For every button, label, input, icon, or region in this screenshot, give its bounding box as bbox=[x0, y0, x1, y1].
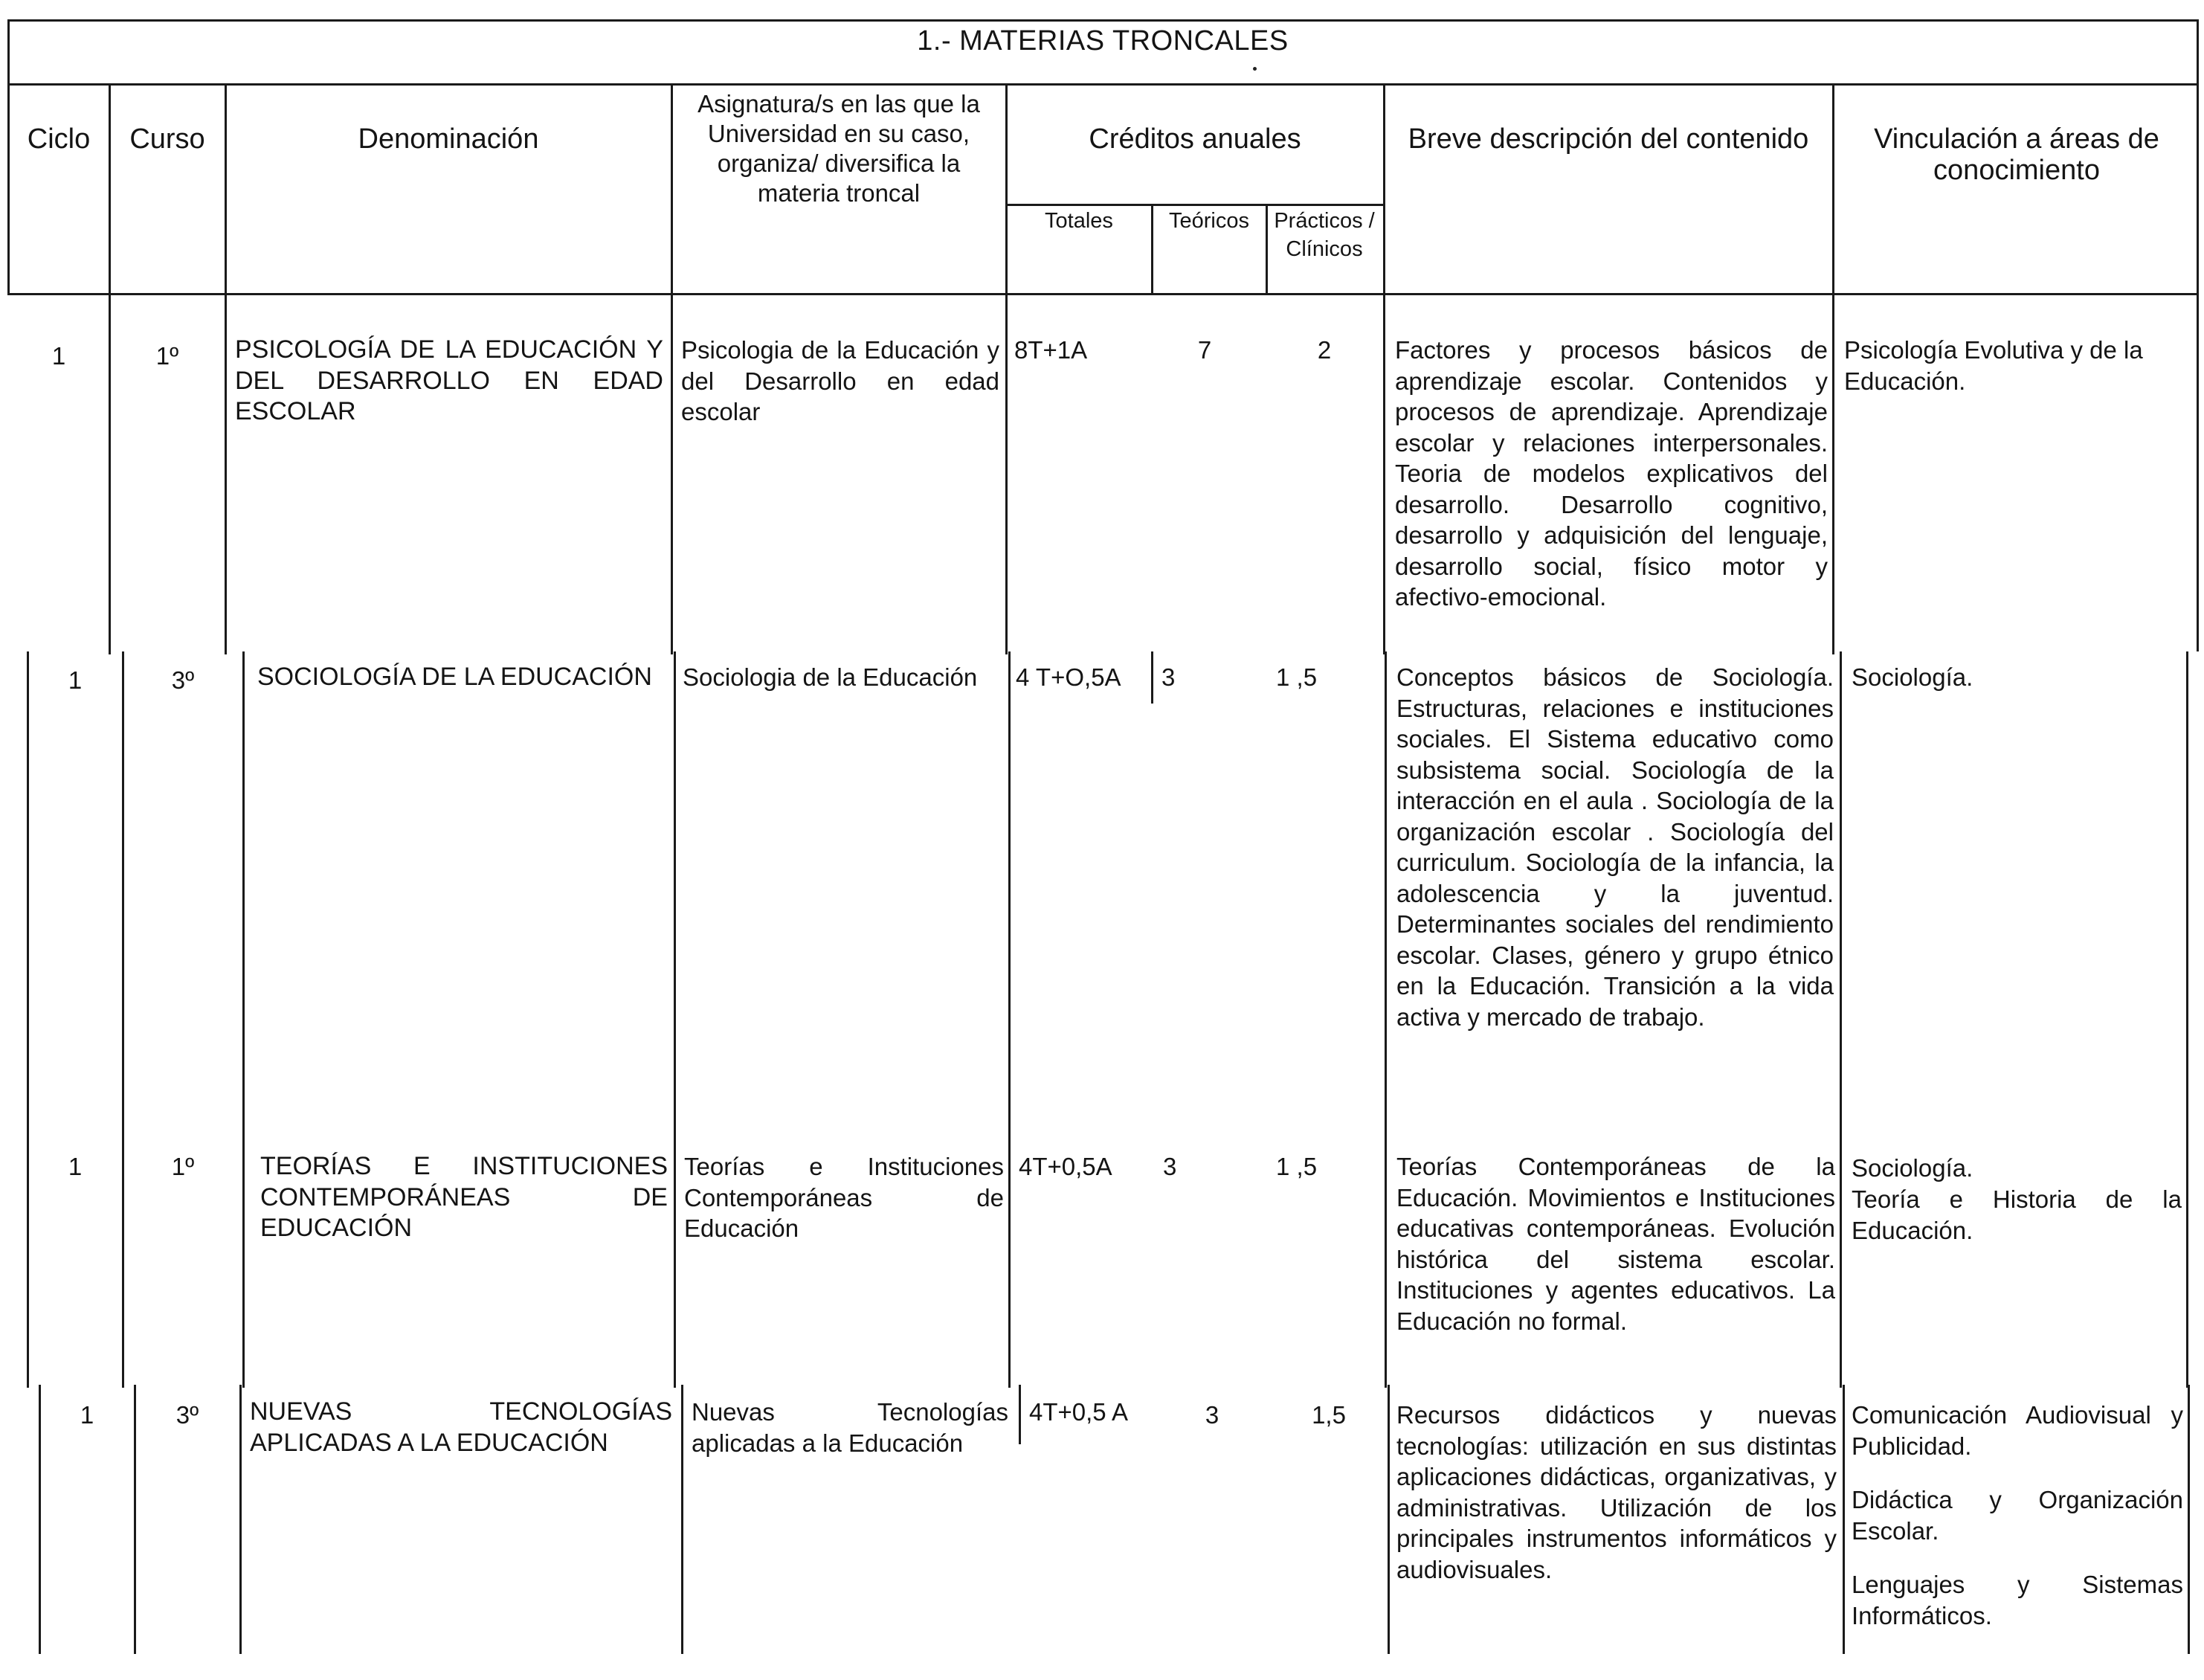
cell-vinculacion bbox=[1852, 1400, 2183, 1632]
cell-denominacion: SOCIOLOGÍA DE LA EDUCACIÓN bbox=[257, 663, 652, 691]
col-sep-body bbox=[1008, 651, 1011, 1388]
vinculacion-area: Sociología. bbox=[1852, 663, 1973, 691]
table-left-border bbox=[7, 19, 10, 295]
col-sep-body bbox=[1843, 1385, 1845, 1654]
header-denominacion: Denominación bbox=[358, 123, 539, 155]
cell-curso: 1º bbox=[155, 342, 179, 370]
vinculacion-area: Psicología Evolutiva y de la Educación. bbox=[1844, 336, 2143, 395]
col-sep-body bbox=[1388, 1385, 1390, 1654]
col-sep-body bbox=[122, 651, 124, 1388]
cell-descripcion: Teorías Contemporáneas de la Educación. Movimientos e Instituciones educativas contemporáneas. Evolución histórica del sistema escolar. Instituciones y agentes educativos. La Educación no formal. bbox=[1396, 1153, 1835, 1335]
col-sep-header bbox=[1383, 83, 1385, 293]
col-sep-header bbox=[225, 83, 227, 293]
col-sep-body bbox=[1383, 295, 1385, 654]
header-creditos: Créditos anuales bbox=[1089, 123, 1301, 155]
cell-descripcion: Recursos didácticos y nuevas tecnologías: utilización en sus distintas aplicaciones didácticas, organizativas, y administrativas. Utilización de los principales instrumentos informáticos y audiovisuales. bbox=[1396, 1401, 1837, 1583]
header-bottom-border bbox=[7, 293, 2198, 295]
cell-asignatura: Teorías e Instituciones Contemporáneas de Educación bbox=[684, 1153, 1004, 1242]
cell-practicos: 1 ,5 bbox=[1276, 1153, 1318, 1180]
header-asignatura: Asignatura/s en las que la Universidad en su caso, organiza/ diversifica la materia troncal bbox=[697, 90, 980, 207]
cell-totales: 8T+1A bbox=[1014, 336, 1088, 364]
cell-teoricos: 7 bbox=[1197, 336, 1212, 364]
title-bottom-border bbox=[7, 83, 2198, 86]
cell-totales: 4 T+O,5A bbox=[1016, 663, 1121, 691]
col-sep-body bbox=[2186, 651, 2188, 1388]
cell-practicos: 2 bbox=[1317, 336, 1332, 364]
cell-asignatura: Nuevas Tecnologías aplicadas a la Educación bbox=[692, 1398, 1008, 1457]
col-sep-body bbox=[2188, 1385, 2190, 1654]
col-sep-body bbox=[1832, 295, 1834, 654]
cell-ciclo: 1 bbox=[80, 1401, 94, 1429]
col-sep-body bbox=[671, 295, 673, 654]
header-totales: Totales bbox=[1045, 209, 1113, 233]
cell-denominacion: TEORÍAS E INSTITUCIONES CONTEMPORÁNEAS DE EDUCACIÓN bbox=[260, 1152, 668, 1242]
col-sep-header bbox=[1266, 205, 1268, 293]
cell-descripcion: Conceptos básicos de Sociología. Estructuras, relaciones e instituciones sociales. El Sistema educativo como subsistema social. Sociología de la interacción en el aula . Sociología de la organización escolar . Sociología del curriculum. Sociología de la infancia, la adolescencia y la juventud. Determinantes sociales del rendimiento escolar. Clases, género y grupo étnico en la Educación. Transición a la vida activa y mercado de trabajo. bbox=[1396, 663, 1834, 1031]
header-ciclo: Ciclo bbox=[27, 123, 91, 155]
col-sep-body bbox=[1019, 1385, 1021, 1444]
col-sep-header bbox=[1005, 83, 1008, 293]
col-sep-body bbox=[1385, 651, 1387, 1388]
cell-vinculacion bbox=[1852, 662, 2179, 693]
col-sep-header bbox=[109, 83, 111, 293]
table-right-border bbox=[2197, 19, 2199, 651]
table-title: 1.- MATERIAS TRONCALES bbox=[917, 25, 1289, 57]
cell-vinculacion bbox=[1852, 1153, 2182, 1246]
col-sep-body bbox=[681, 1385, 683, 1654]
header-teoricos: Teóricos bbox=[1169, 209, 1249, 233]
col-sep-body bbox=[674, 651, 676, 1388]
col-sep-header bbox=[671, 83, 673, 293]
header-descripcion: Breve descripción del contenido bbox=[1408, 123, 1809, 155]
col-sep-body bbox=[1151, 651, 1153, 704]
table-top-border bbox=[7, 19, 2198, 22]
cell-curso: 3º bbox=[175, 1401, 199, 1429]
cell-practicos: 1 ,5 bbox=[1276, 663, 1318, 691]
col-sep-body bbox=[1005, 295, 1008, 654]
cell-curso: 3º bbox=[171, 666, 195, 694]
header-curso: Curso bbox=[129, 123, 205, 155]
col-sep-header bbox=[1832, 83, 1834, 293]
cell-denominacion: PSICOLOGÍA DE LA EDUCACIÓN Y DEL DESARROLLO EN EDAD ESCOLAR bbox=[235, 335, 663, 425]
cell-ciclo: 1 bbox=[51, 342, 66, 370]
creditos-subheader-border bbox=[1005, 204, 1383, 206]
col-sep-body bbox=[242, 651, 245, 1388]
col-sep-body bbox=[239, 1385, 242, 1654]
vinculacion-area: Sociología. bbox=[1852, 1154, 1973, 1182]
col-sep-body bbox=[27, 651, 29, 1388]
cell-practicos: 1,5 bbox=[1312, 1401, 1346, 1429]
col-sep-body bbox=[1840, 651, 1842, 1388]
cell-teoricos: 3 bbox=[1205, 1401, 1219, 1429]
header-vinculacion: Vinculación a áreas de conocimiento bbox=[1874, 123, 2159, 186]
vinculacion-area: Teoría e Historia de la Educación. bbox=[1852, 1185, 2182, 1244]
cell-asignatura: Sociologia de la Educación bbox=[683, 663, 978, 691]
scan-dot bbox=[1253, 67, 1257, 71]
col-sep-body bbox=[225, 295, 227, 654]
cell-totales: 4T+0,5 A bbox=[1029, 1398, 1129, 1426]
vinculacion-area: Didáctica y Organización Escolar. bbox=[1852, 1486, 2183, 1545]
header-practicos: Prácticos / Clínicos bbox=[1274, 209, 1375, 261]
vinculacion-area: Comunicación Audiovisual y Publicidad. bbox=[1852, 1401, 2183, 1460]
vinculacion-area: Lenguajes y Sistemas Informáticos. bbox=[1852, 1571, 2183, 1629]
cell-ciclo: 1 bbox=[68, 1153, 83, 1180]
cell-vinculacion bbox=[1844, 335, 2194, 397]
cell-teoricos: 3 bbox=[1163, 1153, 1177, 1180]
cell-curso: 1º bbox=[171, 1153, 195, 1180]
cell-descripcion: Factores y procesos básicos de aprendizaje escolar. Contenidos y procesos de aprendizaje. Aprendizaje escolar y relaciones interpersonales. Teoria de modelos explicativos del desarrollo. Desarrollo cognitivo, desarrollo y adquisición del lenguaje, desarrollo social, físico motor y afectivo-emocional. bbox=[1395, 336, 1828, 611]
cell-asignatura: Psicologia de la Educación y del Desarrollo en edad escolar bbox=[681, 336, 999, 425]
cell-totales: 4T+0,5A bbox=[1019, 1153, 1112, 1180]
cell-denominacion: NUEVAS TECNOLOGÍAS APLICADAS A LA EDUCACIÓN bbox=[250, 1397, 672, 1457]
cell-ciclo: 1 bbox=[68, 666, 83, 694]
cell-teoricos: 3 bbox=[1161, 663, 1176, 691]
